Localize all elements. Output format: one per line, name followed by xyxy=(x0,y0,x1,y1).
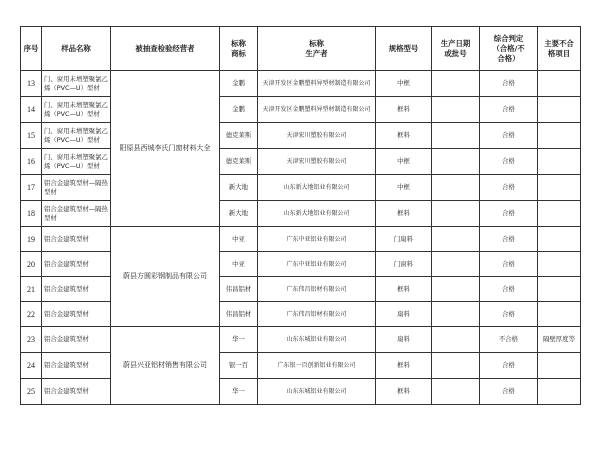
table-row xyxy=(21,353,581,379)
row-date xyxy=(432,175,480,201)
row-manufacturer: 天津宏川塑胶有限公司 xyxy=(258,149,376,175)
row-issues xyxy=(538,201,581,227)
row-brand: 伟昌铝材 xyxy=(220,302,258,327)
row-judgment: 合格 xyxy=(480,149,538,175)
table-row xyxy=(21,175,581,201)
report-page xyxy=(20,26,581,405)
table-row xyxy=(21,149,581,175)
row-date xyxy=(432,227,480,252)
seller-group-1: 阳原县西城李氏门窗材料大全 xyxy=(111,71,220,227)
row-product: 铝合金建筑型材 xyxy=(42,353,111,379)
row-brand: 新大地 xyxy=(220,201,258,227)
row-manufacturer: 天津开发区金鹏塑料异型材制造有限公司 xyxy=(258,71,376,97)
row-product: 铝合金建筑型材 xyxy=(42,327,111,353)
row-issues xyxy=(538,227,581,252)
table-row xyxy=(21,227,581,252)
row-seq: 16 xyxy=(21,149,42,175)
row-judgment: 合格 xyxy=(480,175,538,201)
row-spec: 门窗料 xyxy=(376,252,432,277)
row-date xyxy=(432,97,480,123)
row-brand: 华一 xyxy=(220,327,258,353)
header-issues: 主要不合 格项目 xyxy=(538,27,581,71)
table-row xyxy=(21,302,581,327)
row-judgment: 合格 xyxy=(480,227,538,252)
row-manufacturer: 广东中亚铝业有限公司 xyxy=(258,227,376,252)
row-date xyxy=(432,149,480,175)
row-product: 门、窗用未增塑聚氯乙烯（PVC—U）型材 xyxy=(42,97,111,123)
row-spec: 门扇料 xyxy=(376,227,432,252)
row-manufacturer: 山东东城铝业有限公司 xyxy=(258,379,376,405)
row-brand: 伟昌铝材 xyxy=(220,277,258,302)
row-manufacturer: 山东新大地铝业有限公司 xyxy=(258,175,376,201)
row-judgment: 不合格 xyxy=(480,327,538,353)
row-spec: 中框 xyxy=(376,175,432,201)
row-issues xyxy=(538,175,581,201)
table-row xyxy=(21,71,581,97)
row-seq: 17 xyxy=(21,175,42,201)
row-seq: 20 xyxy=(21,252,42,277)
table-row xyxy=(21,277,581,302)
row-date xyxy=(432,201,480,227)
row-issues xyxy=(538,353,581,379)
row-product: 铝合金建筑型材—隔热型材 xyxy=(42,201,111,227)
table-row xyxy=(21,201,581,227)
row-manufacturer: 广东银一百创新铝业有限公司 xyxy=(258,353,376,379)
row-brand: 新大地 xyxy=(220,175,258,201)
row-issues xyxy=(538,123,581,149)
table-row xyxy=(21,379,581,405)
row-spec: 中框 xyxy=(376,71,432,97)
row-seq: 23 xyxy=(21,327,42,353)
header-brand: 标称 商标 xyxy=(220,27,258,71)
header-row xyxy=(21,27,581,71)
row-seq: 14 xyxy=(21,97,42,123)
row-date xyxy=(432,71,480,97)
header-date: 生产日期 或批号 xyxy=(432,27,480,71)
row-spec: 框料 xyxy=(376,123,432,149)
inspection-table xyxy=(20,26,581,405)
row-manufacturer: 广东伟昌铝材有限公司 xyxy=(258,277,376,302)
row-seq: 25 xyxy=(21,379,42,405)
row-date xyxy=(432,302,480,327)
row-product: 铝合金建筑型材 xyxy=(42,379,111,405)
row-judgment: 合格 xyxy=(480,379,538,405)
row-spec: 中框 xyxy=(376,149,432,175)
row-judgment: 合格 xyxy=(480,71,538,97)
row-spec: 扇料 xyxy=(376,302,432,327)
row-spec: 框料 xyxy=(376,97,432,123)
row-product: 铝合金建筑型材 xyxy=(42,252,111,277)
header-product: 样品名称 xyxy=(42,27,111,71)
header-manufacturer: 标称 生产者 xyxy=(258,27,376,71)
row-manufacturer: 广东中亚铝业有限公司 xyxy=(258,252,376,277)
row-spec: 扇料 xyxy=(376,327,432,353)
row-brand: 金鹏 xyxy=(220,71,258,97)
table-row xyxy=(21,327,581,353)
row-issues xyxy=(538,71,581,97)
table-row xyxy=(21,252,581,277)
row-issues: 隔壁厚度等 xyxy=(538,327,581,353)
row-judgment: 合格 xyxy=(480,277,538,302)
row-seq: 22 xyxy=(21,302,42,327)
row-product: 门、窗用未增塑聚氯乙烯（PVC—U）型材 xyxy=(42,149,111,175)
row-brand: 德克莱斯 xyxy=(220,149,258,175)
row-seq: 18 xyxy=(21,201,42,227)
row-judgment: 合格 xyxy=(480,353,538,379)
row-seq: 19 xyxy=(21,227,42,252)
row-brand: 华一 xyxy=(220,379,258,405)
row-judgment: 合格 xyxy=(480,252,538,277)
row-issues xyxy=(538,97,581,123)
row-spec: 框料 xyxy=(376,353,432,379)
header-seller: 被抽查检验经营者 xyxy=(111,27,220,71)
row-date xyxy=(432,379,480,405)
row-manufacturer: 山东新大地铝业有限公司 xyxy=(258,201,376,227)
row-manufacturer: 山东东城铝业有限公司 xyxy=(258,327,376,353)
row-date xyxy=(432,252,480,277)
row-brand: 中亚 xyxy=(220,227,258,252)
row-date xyxy=(432,327,480,353)
row-judgment: 合格 xyxy=(480,302,538,327)
row-spec: 框料 xyxy=(376,201,432,227)
row-brand: 德克莱斯 xyxy=(220,123,258,149)
row-product: 铝合金建筑型材 xyxy=(42,277,111,302)
row-product: 铝合金建筑型材 xyxy=(42,227,111,252)
row-manufacturer: 天津宏川塑胶有限公司 xyxy=(258,123,376,149)
row-product: 铝合金建筑型材 xyxy=(42,302,111,327)
row-brand: 中亚 xyxy=(220,252,258,277)
header-seq: 序号 xyxy=(21,27,42,71)
row-date xyxy=(432,123,480,149)
row-brand: 银一百 xyxy=(220,353,258,379)
row-judgment: 合格 xyxy=(480,201,538,227)
row-manufacturer: 天津开发区金鹏塑料异型材制造有限公司 xyxy=(258,97,376,123)
row-date xyxy=(432,353,480,379)
row-issues xyxy=(538,302,581,327)
row-spec: 框料 xyxy=(376,379,432,405)
table-row xyxy=(21,123,581,149)
row-issues xyxy=(538,252,581,277)
row-spec: 框料 xyxy=(376,277,432,302)
row-judgment: 合格 xyxy=(480,123,538,149)
table-row xyxy=(21,97,581,123)
row-issues xyxy=(538,277,581,302)
row-seq: 21 xyxy=(21,277,42,302)
row-product: 铝合金建筑型材—隔热型材 xyxy=(42,175,111,201)
seller-group-3: 蔚县兴亚铝材销售有限公司 xyxy=(111,327,220,405)
header-judgment: 综合判定 （合格/不 合格） xyxy=(480,27,538,71)
row-seq: 24 xyxy=(21,353,42,379)
header-spec: 规格型号 xyxy=(376,27,432,71)
row-brand: 金鹏 xyxy=(220,97,258,123)
row-issues xyxy=(538,379,581,405)
row-manufacturer: 广东伟昌铝材有限公司 xyxy=(258,302,376,327)
row-seq: 13 xyxy=(21,71,42,97)
row-issues xyxy=(538,149,581,175)
row-judgment: 合格 xyxy=(480,97,538,123)
row-seq: 15 xyxy=(21,123,42,149)
seller-group-2: 蔚县方圆彩钢制品有限公司 xyxy=(111,227,220,327)
row-date xyxy=(432,277,480,302)
row-product: 门、窗用未增塑聚氯乙烯（PVC—U）型材 xyxy=(42,123,111,149)
row-product: 门、窗用未增塑聚氯乙烯（PVC—U）型材 xyxy=(42,71,111,97)
